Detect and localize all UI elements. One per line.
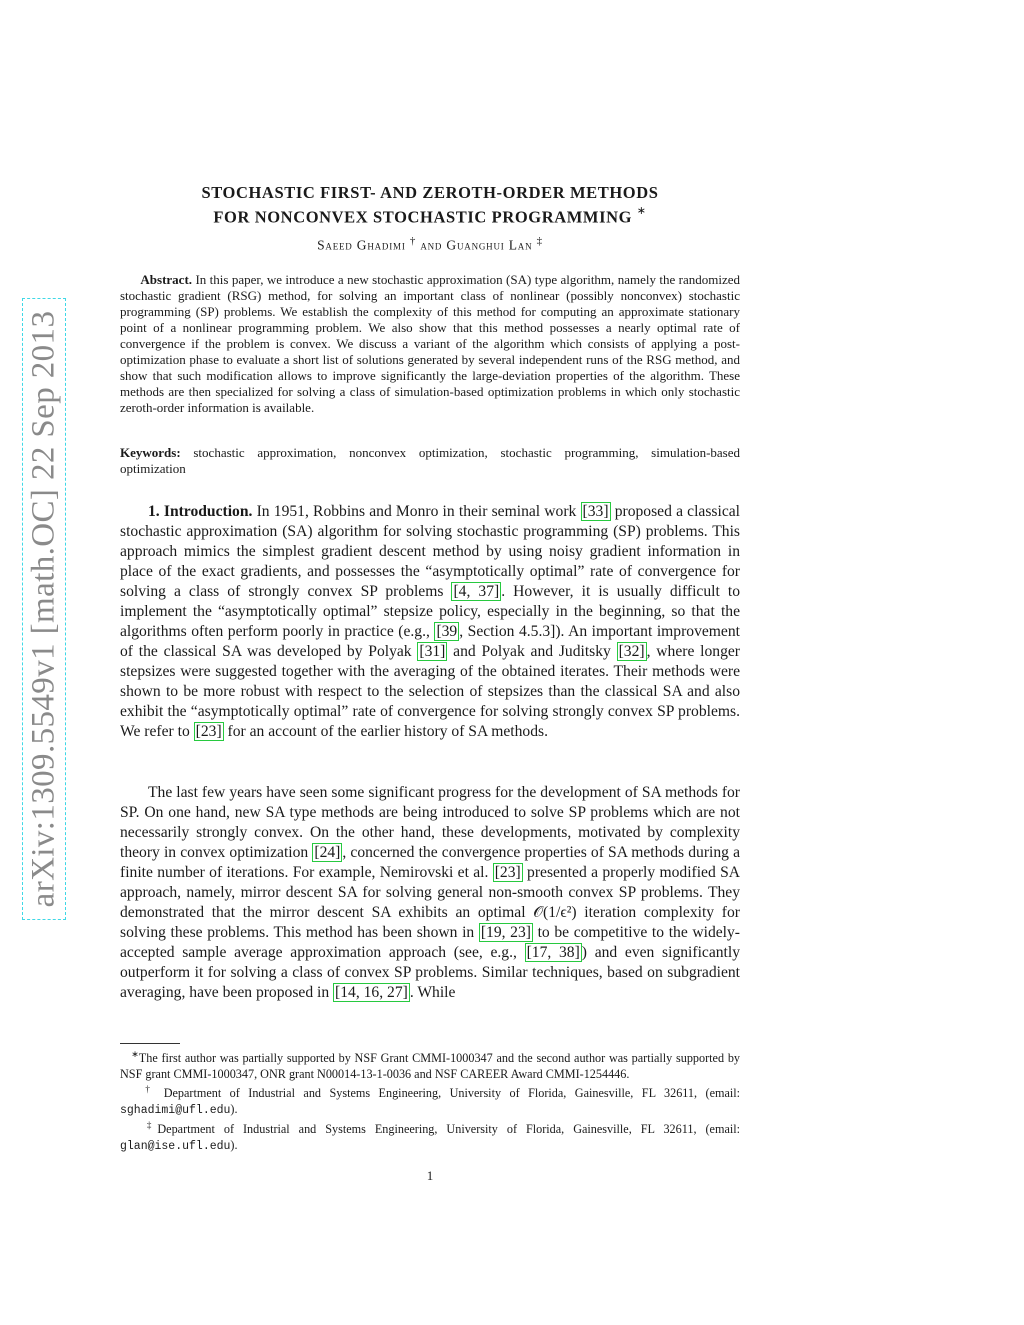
author-1: Saeed Ghadimi bbox=[317, 237, 406, 253]
footnote-1 bbox=[120, 1047, 740, 1082]
footnote-2-end: ). bbox=[230, 1101, 238, 1116]
paragraph-text: . While bbox=[409, 984, 456, 1001]
footnote-2-text: Department of Industrial and Systems Engineering, University of Florida, Gainesville, FL 32611, (email: bbox=[163, 1086, 741, 1101]
citation-link[interactable]: [17, 38] bbox=[526, 944, 580, 961]
arxiv-stamp[interactable]: arXiv:1309.5549v1 [math.OC] 22 Sep 2013 bbox=[25, 310, 62, 908]
intro-text: and Polyak and Juditsky bbox=[453, 643, 611, 660]
footnote-3-mark: ‡ bbox=[146, 1120, 158, 1131]
authors-and: and bbox=[420, 237, 443, 253]
citation-link[interactable]: [33] bbox=[582, 503, 609, 520]
paragraph-text: presented a properly modified SA approach, namely, mirror descent SA for solving general non-smooth convex SP problems. They demonstrated that the mirror descent SA exhibits an optimal 𝒪(1/ϵ²) iteration complexity for solving these problems. This method has been shown in bbox=[120, 864, 741, 941]
footnote-1-mark: ∗ bbox=[131, 1049, 139, 1059]
paragraph-text: ) and even significantly outperform it for solving a class of convex SP problems. Similar techniques, based on subgradient averaging, have been proposed in bbox=[120, 944, 741, 1001]
abstract bbox=[120, 272, 740, 416]
paragraph-text: , concerned the convergence properties of SA methods during a finite number of iterations. For example, Nemirovski et al. bbox=[120, 844, 740, 881]
paragraph-text: The last few years have seen some significant progress for the development of SA methods for SP. On one hand, new SA type methods are being introduced to solve SP problems which are not necessarily strongly convex. On the other hand, these developments, motivated by complexity theory in convex optimization bbox=[120, 784, 740, 861]
author-2-mark[interactable]: ‡ bbox=[536, 235, 543, 247]
title-line-2-text: FOR NONCONVEX STOCHASTIC PROGRAMMING bbox=[213, 207, 633, 227]
page-number: 1 bbox=[426, 1168, 434, 1183]
intro-text: , Section 4.5.3]). An important improvement of the classical SA was developed by Polyak bbox=[120, 623, 740, 660]
keywords bbox=[120, 445, 740, 477]
citation-link[interactable]: [32] bbox=[618, 643, 645, 660]
email-link[interactable]: glan@ise.ufl.edu bbox=[120, 1139, 231, 1153]
author-2: Guanghui Lan bbox=[446, 237, 533, 253]
footnotes bbox=[120, 1047, 740, 1154]
footnote-3-text: Department of Industrial and Systems Engineering, University of Florida, Gainesville, FL 32611, (email: bbox=[157, 1122, 741, 1137]
footnote-3-end: ). bbox=[230, 1137, 238, 1152]
abstract-text: In this paper, we introduce a new stochastic approximation (SA) type algorithm, namely the randomized stochastic gradient (RSG) method, for solving an important class of nonlinear (possibly nonconvex) stochastic programming (SP) problems. We establish the complexity of this method for computing an approximate stationary point of a nonlinear programming problem. We also show that this method possesses a nearly optimal rate of convergence if the problem is convex. We discuss a variant of the algorithm which consists of applying a post-optimization phase to evaluate a short list of solutions generated by several independent runs of the RSG method, and show that such modification allows to improve significantly the large-deviation properties of the algorithm. These methods are then specialized for solving a class of simulation-based optimization problems in which only stochastic zeroth-order information is available. bbox=[120, 272, 741, 415]
second-paragraph bbox=[120, 783, 740, 1003]
citation-link[interactable]: [14, 16, 27] bbox=[335, 984, 408, 1001]
second-paragraph-section bbox=[120, 783, 740, 1003]
footnote-rule bbox=[120, 1043, 180, 1044]
paragraph-text: to be competitive to the widely-accepted sample average approximation approach (see, e.g., bbox=[120, 924, 741, 961]
citation-link[interactable]: [4, 37] bbox=[453, 583, 500, 600]
citation-link[interactable]: [39 bbox=[436, 623, 458, 640]
intro-paragraph bbox=[120, 502, 740, 742]
abstract-label: Abstract. bbox=[140, 272, 193, 287]
footnote-1-text: The first author was partially supported by NSF Grant CMMI-1000347 and the second author was partially supported by NSF grant CMMI-1000347, ONR grant N00014-13-1-0036 and NSF CAREER Award CMMI-1254446. bbox=[120, 1051, 741, 1081]
citation-link[interactable]: [19, 23] bbox=[480, 924, 531, 941]
intro-text: , where longer stepsizes were suggested together with the averaging of the obtained iterates. Their methods were shown to be more robust with respect to the selection of stepsizes than the classical SA and also exhibit the “asymptotically optimal” rate of convergence for solving strongly convex SP problems. We refer to bbox=[120, 643, 740, 740]
section-heading: 1. Introduction. bbox=[148, 503, 253, 520]
title-footnote-mark[interactable]: ∗ bbox=[636, 205, 647, 217]
citation-link[interactable]: [31] bbox=[419, 643, 446, 660]
author-1-mark[interactable]: † bbox=[409, 235, 417, 247]
intro-text: for an account of the earlier history of SA methods. bbox=[227, 723, 548, 740]
intro-text: In 1951, Robbins and Monro in their seminal work bbox=[256, 503, 577, 520]
intro-text: . However, it is usually difficult to implement the “asymptotically optimal” stepsize policy, especially in the beginning, so that the algorithms often perform poorly in practice (e.g., bbox=[120, 583, 740, 640]
title-line-1: STOCHASTIC FIRST- AND ZEROTH-ORDER METHODS bbox=[201, 183, 659, 202]
citation-link[interactable]: [24] bbox=[314, 844, 341, 861]
title-line-2 bbox=[120, 203, 740, 228]
citation-link[interactable]: [23] bbox=[195, 723, 222, 740]
keywords-label: Keywords: bbox=[120, 445, 181, 460]
introduction-section bbox=[120, 502, 740, 742]
authors bbox=[120, 235, 740, 254]
footnote-2-mark: † bbox=[145, 1084, 156, 1095]
keywords-text: stochastic approximation, nonconvex optimization, stochastic programming, simulation-based optimization bbox=[120, 445, 740, 476]
email-link[interactable]: sghadimi@ufl.edu bbox=[120, 1103, 231, 1117]
intro-text: proposed a classical stochastic approximation (SA) algorithm for solving stochastic programming (SP) problems. This approach mimics the simplest gradient descent method by using noisy gradient information in place of the exact gradients, and possesses the “asymptotically optimal” rate of convergence for solving a class of strongly convex SP problems bbox=[120, 503, 740, 600]
footnote-2 bbox=[120, 1082, 740, 1118]
footnote-3 bbox=[120, 1118, 740, 1154]
citation-link[interactable]: [23] bbox=[494, 864, 521, 881]
